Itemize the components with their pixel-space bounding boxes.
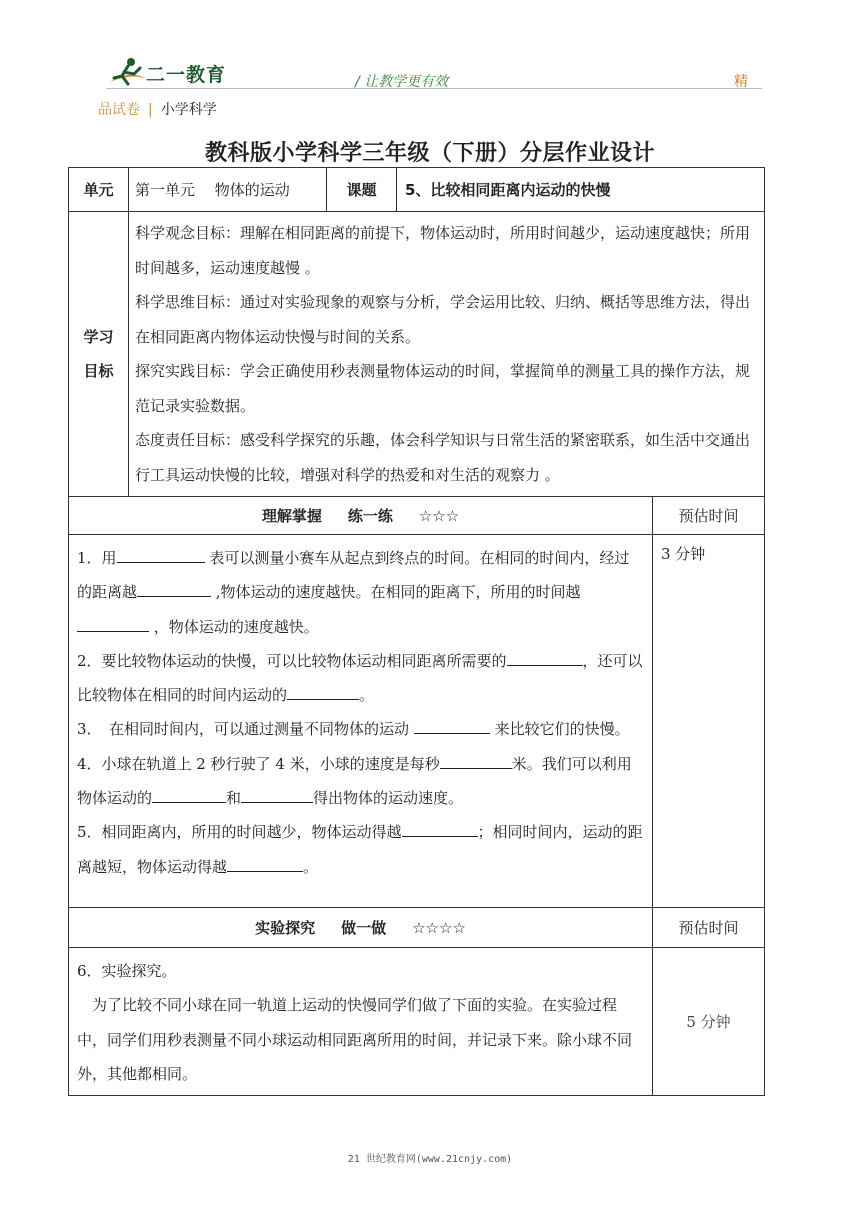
goals-label-2: 目标 xyxy=(83,362,114,380)
section1-est-value: 3 分钟 xyxy=(653,535,765,908)
question-6-text: 为了比较不同小球在同一轨道上运动的快慢同学们做了下面的实验。在实验过程中，同学们用秒表测量不同小球运动相同距离所用的时间，并记录下来。除小球不同外，其他都相同。 xyxy=(77,996,633,1083)
homework-table xyxy=(68,167,765,1096)
topic-label: 课题 xyxy=(327,168,397,212)
question-5: 5．相同距离内，所用的时间越少，物体运动得越 ；相同时间内，运动的距离越短，物体运动得越 。 xyxy=(77,815,644,884)
section2-title-b: 做一做 xyxy=(341,919,387,937)
unit-row xyxy=(69,168,765,212)
question-1: 1．用 表可以测量小赛车从起点到终点的时间。在相同的时间内，经过的距离越 ,物体运动的速度越快。在相同的距离下，所用的时间越 ，物体运动的速度越快。 xyxy=(77,541,644,644)
sub-separator: | xyxy=(148,102,153,118)
goal-item: 科学观念目标：理解在相同距离的前提下，物体运动时，所用时间越少，运动速度越快；所用时间越多，运动速度越慢 。 xyxy=(135,224,751,277)
question-3: 3． 在相同时间内，可以通过测量不同物体的运动 来比较它们的快慢。 xyxy=(77,712,644,746)
page-title: 教科版小学科学三年级（下册）分层作业设计 xyxy=(204,141,655,166)
sub-right: 小学科学 xyxy=(160,102,217,118)
section1-title-b: 练一练 xyxy=(347,507,393,525)
header-subtitle xyxy=(98,99,217,119)
section2-est-value: 5 分钟 xyxy=(653,948,765,1096)
question-6-title: 6．实验探究。 xyxy=(77,962,177,980)
unit-value: 第一单元 物体的运动 xyxy=(129,168,327,212)
topic-value: 5、比较相同距离内运动的快慢 xyxy=(397,168,765,212)
section1-questions xyxy=(69,535,653,908)
section2-header xyxy=(69,908,765,948)
goal-item: 探究实践目标：学会正确使用秒表测量物体运动的时间，掌握简单的测量工具的操作方法，规范记录实验数据。 xyxy=(135,362,751,415)
section1-title xyxy=(69,497,653,535)
goals-row xyxy=(69,212,765,497)
page-header xyxy=(0,0,860,130)
star-rating: ☆☆☆☆ xyxy=(412,919,466,937)
goals-label-1: 学习 xyxy=(83,328,114,346)
section2-content xyxy=(69,948,653,1096)
star-rating: ☆☆☆ xyxy=(418,507,460,525)
header-divider xyxy=(106,88,762,89)
goal-item: 态度责任目标：感受科学探究的乐趣，体会科学知识与日常生活的紧密联系，如生活中交通出行工具运动快慢的比较，增强对科学的热爱和对生活的观察力 。 xyxy=(135,431,751,484)
question-2: 2．要比较物体运动的快慢，可以比较物体运动相同距离所需要的 ，还可以比较物体在相同的时间内运动的 。 xyxy=(77,644,644,713)
section1-header xyxy=(69,497,765,535)
goals-content xyxy=(129,212,765,497)
section1-est-label: 预估时间 xyxy=(653,497,765,535)
section2-title xyxy=(69,908,653,948)
section1-body xyxy=(69,535,765,908)
page-footer: 21 世纪教育网(www.21cnjy.com) xyxy=(347,1154,513,1165)
quality-mark: 精 xyxy=(734,74,748,90)
section1-title-a: 理解掌握 xyxy=(261,507,322,525)
goal-item: 科学思维目标：通过对实验现象的观察与分析，学会运用比较、归纳、概括等思维方法，得出在相同距离内物体运动快慢与时间的关系。 xyxy=(135,293,751,346)
goals-label xyxy=(69,212,129,497)
question-4: 4．小球在轨道上 2 秒行驶了 4 米，小球的速度是每秒 米。我们可以利用物体运动的 和 得出物体的运动速度。 xyxy=(77,747,644,816)
section2-est-label: 预估时间 xyxy=(653,908,765,948)
slogan: / 让教学更有效 xyxy=(355,74,449,90)
section2-title-a: 实验探究 xyxy=(255,919,316,937)
section2-body xyxy=(69,948,765,1096)
unit-label: 单元 xyxy=(69,168,129,212)
sub-left: 品试卷 xyxy=(98,102,140,118)
logo-text: 二一教育 xyxy=(146,64,227,86)
